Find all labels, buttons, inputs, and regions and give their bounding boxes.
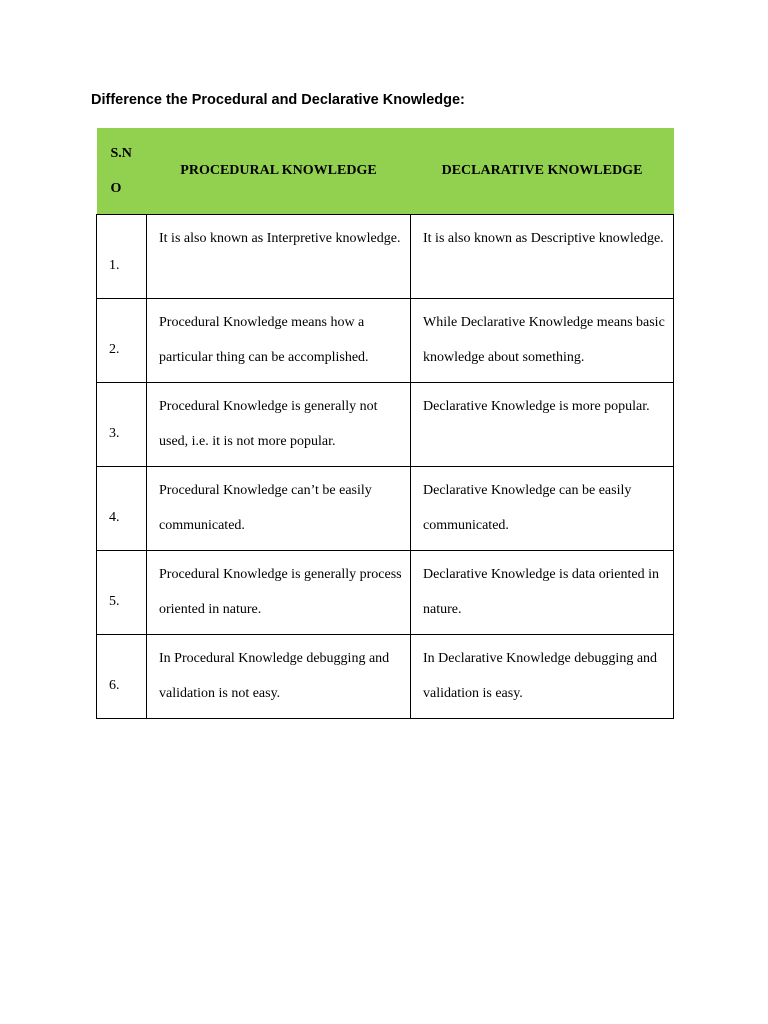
table-row <box>97 298 674 382</box>
row-declarative: Declarative Knowledge is data oriented in nature. <box>411 550 674 634</box>
header-sno-line2: O <box>110 180 122 196</box>
comparison-table <box>96 128 674 719</box>
header-sno <box>97 128 147 214</box>
table-row <box>97 466 674 550</box>
row-declarative: It is also known as Descriptive knowledge. <box>411 214 674 298</box>
row-declarative: While Declarative Knowledge means basic knowledge about something. <box>411 298 674 382</box>
row-sno: 2. <box>97 298 147 382</box>
table-row <box>97 214 674 298</box>
table-header-row <box>97 128 674 214</box>
row-procedural: It is also known as Interpretive knowledge. <box>147 214 411 298</box>
header-procedural: PROCEDURAL KNOWLEDGE <box>147 128 411 214</box>
table-row <box>97 550 674 634</box>
row-procedural: Procedural Knowledge is generally process oriented in nature. <box>147 550 411 634</box>
row-sno: 6. <box>97 634 147 718</box>
row-procedural: In Procedural Knowledge debugging and validation is not easy. <box>147 634 411 718</box>
row-declarative: Declarative Knowledge is more popular. <box>411 382 674 466</box>
header-declarative: DECLARATIVE KNOWLEDGE <box>411 128 674 214</box>
page-title: Difference the Procedural and Declarative Knowledge: <box>91 92 465 108</box>
row-procedural: Procedural Knowledge can’t be easily communicated. <box>147 466 411 550</box>
row-sno: 4. <box>97 466 147 550</box>
table-row <box>97 634 674 718</box>
header-sno-line1: S.N <box>110 145 132 161</box>
row-declarative: In Declarative Knowledge debugging and validation is easy. <box>411 634 674 718</box>
row-procedural: Procedural Knowledge means how a particular thing can be accomplished. <box>147 298 411 382</box>
row-procedural: Procedural Knowledge is generally not used, i.e. it is not more popular. <box>147 382 411 466</box>
row-declarative: Declarative Knowledge can be easily communicated. <box>411 466 674 550</box>
row-sno: 1. <box>97 214 147 298</box>
row-sno: 3. <box>97 382 147 466</box>
row-sno: 5. <box>97 550 147 634</box>
table-row <box>97 382 674 466</box>
